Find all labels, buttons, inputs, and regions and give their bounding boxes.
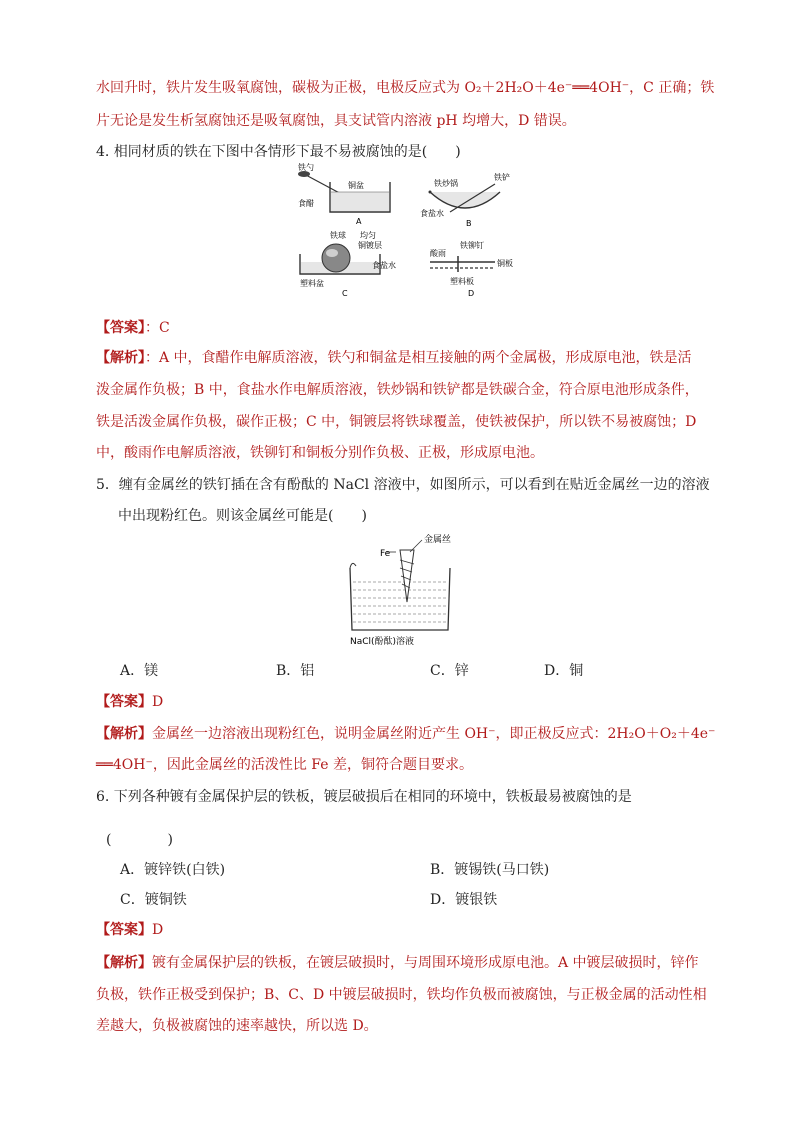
label-a-basin: 铜盆 (348, 181, 364, 190)
q5-option-a: A．镁 (120, 663, 159, 679)
q6-answer: 【答案】D (96, 922, 164, 938)
q5-answer: 【答案】D (96, 694, 164, 710)
q6-stem: 6. 下列各种镀有金属保护层的铁板，镀层破损后在相同的环境中，铁板最易被腐蚀的是 (96, 789, 632, 805)
q4-analysis-line-4: 中，酸雨作电解质溶液，铁铆钉和铜板分别作负极、正极，形成原电池。 (96, 445, 544, 461)
q4-analysis-line-2: 泼金属作负极；B 中，食盐水作电解质溶液，铁炒锅和铁铲都是铁碳合金，符合原电池形成条件， (96, 382, 699, 398)
label-b-wok: 铁炒锅 (434, 179, 458, 188)
q6-option-d: D．镀银铁 (430, 892, 498, 908)
q4-analysis-line-3: 铁是活泼金属作负极，碳作正极；C 中，铜镀层将铁球覆盖，使铁被保护，所以铁不易被腐蚀；D (96, 414, 697, 430)
q4-analysis-line-1: 【解析】：A 中，食醋作电解质溶液，铁勺和铜盆是相互接触的两个金属极，形成原电池，铁是活 (96, 350, 692, 366)
q5-option-c: C．锌 (430, 663, 469, 679)
q5-analysis-line-1: 【解析】金属丝一边溶液出现粉红色，说明金属丝附近产生 OH⁻，即正极反应式：2H₂O＋O₂＋4e⁻ (96, 726, 716, 742)
figure-caption: NaCl(酚酞)溶液 (350, 637, 415, 647)
figure-a (298, 162, 390, 226)
label-b-liquid: 食盐水 (420, 209, 444, 218)
label-a-letter: A (356, 217, 362, 226)
q3-analysis-line-1: 水回升时，铁片发生吸氧腐蚀，碳极为正极，电极反应式为 O₂＋2H₂O＋4e⁻══4OH⁻，C 正确；铁 (96, 80, 715, 96)
q5-figure (340, 530, 460, 650)
q6-blank: ( ) (106, 832, 173, 848)
label-b-letter: B (466, 219, 472, 228)
q5-option-d: D．铜 (544, 663, 584, 679)
q6-option-a: A．镀锌铁(白铁) (120, 862, 226, 878)
label-d-letter: D (468, 289, 475, 298)
label-c-layer1: 均匀 (360, 231, 376, 240)
figure-b (420, 172, 510, 228)
q6-analysis-line-3: 差越大，负极被腐蚀的速率越快，所以选 D。 (96, 1018, 378, 1034)
label-d-plate: 铜板 (497, 259, 513, 268)
figure-c (300, 230, 396, 298)
label-d-rain: 酸雨 (430, 249, 446, 258)
q4-figure (290, 162, 520, 302)
label-c-basin: 塑料盆 (300, 279, 324, 288)
q6-analysis-line-2: 负极，铁作正极受到保护；B、C、D 中镀层破损时，铁均作负极而被腐蚀，与正极金属的活动性相 (96, 987, 707, 1003)
label-c-letter: C (342, 289, 348, 298)
label-c-ball: 铁球 (330, 231, 346, 240)
answer-label: 【答案】 (96, 320, 145, 336)
q4-stem: 4. 相同材质的铁在下图中各情形下最不易被腐蚀的是( ) (96, 144, 461, 160)
q6-option-b: B．镀锡铁(马口铁) (430, 862, 550, 878)
label-a-liquid: 食醋 (298, 199, 314, 208)
label-c-liquid: 食盐水 (372, 261, 396, 270)
label-d-plastic: 塑料板 (450, 277, 474, 286)
q5-stem-line-2: 中出现粉红色。则该金属丝可能是( ) (118, 508, 367, 524)
label-d-rivet: 铁铆钉 (460, 241, 484, 250)
q5-option-b: B．铝 (276, 663, 315, 679)
q6-option-c: C．镀铜铁 (120, 892, 187, 908)
q5-stem-line-1: 5．缠有金属丝的铁钉插在含有酚酞的 NaCl 溶液中，如图所示，可以看到在贴近金属丝一边的溶液 (96, 477, 710, 493)
q3-analysis-line-2: 片无论是发生析氢腐蚀还是吸氧腐蚀，具支试管内溶液 pH 均增大，D 错误。 (96, 113, 576, 129)
label-b-shovel: 铁铲 (494, 173, 510, 182)
answer-value: ：C (145, 320, 170, 336)
figure-d (430, 240, 513, 298)
label-wire: 金属丝 (424, 535, 452, 545)
q6-analysis-line-1: 【解析】镀有金属保护层的铁板，在镀层破损时，与周围环境形成原电池。A 中镀层破损时，锌作 (96, 955, 699, 971)
label-a-spoon: 铁勺 (298, 163, 314, 172)
analysis-label: 【解析】 (96, 350, 145, 366)
q5-analysis-line-2: ══4OH⁻，因此金属丝的活泼性比 Fe 差，铜符合题目要求。 (96, 757, 473, 773)
label-c-layer2: 铜镀层 (358, 241, 382, 250)
q4-answer (96, 318, 170, 338)
label-fe: Fe (380, 549, 391, 559)
